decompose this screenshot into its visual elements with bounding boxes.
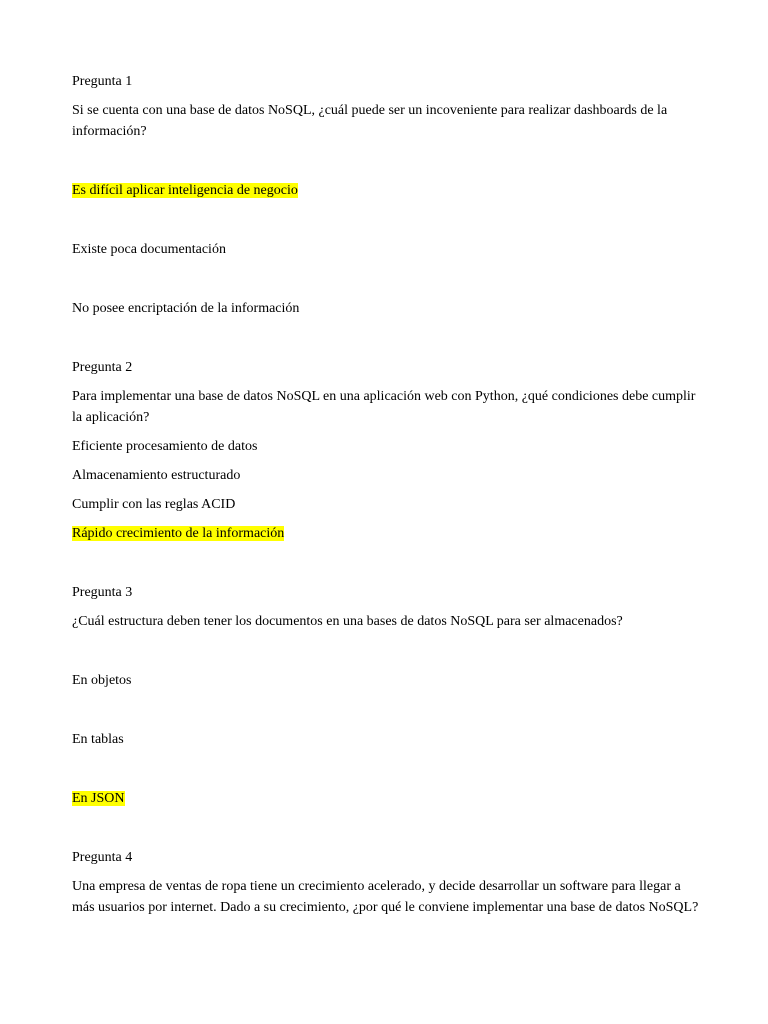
highlighted-answer: Es difícil aplicar inteligencia de negocio <box>72 183 298 198</box>
question-1-option-2: Existe poca documentación <box>72 242 226 257</box>
question-2-option-2: Almacenamiento estructurado <box>72 468 241 483</box>
question-3-text: ¿Cuál estructura deben tener los documentos en una bases de datos NoSQL para ser almacenados? <box>72 614 623 629</box>
question-1-option-1 <box>72 180 702 201</box>
question-2-option-1: Eficiente procesamiento de datos <box>72 439 258 454</box>
question-3-option-3 <box>72 788 702 809</box>
question-1-label: Pregunta 1 <box>72 74 133 89</box>
document-page <box>72 71 702 918</box>
highlighted-answer: Rápido crecimiento de la información <box>72 526 285 541</box>
question-3-label: Pregunta 3 <box>72 585 133 600</box>
question-1-text: Si se cuenta con una base de datos NoSQL, ¿cuál puede ser un incoveniente para realizar dashboards de la información? <box>72 103 668 139</box>
question-3-option-2: En tablas <box>72 732 124 747</box>
question-2-text: Para implementar una base de datos NoSQL en una aplicación web con Python, ¿qué condiciones debe cumplir la aplicación? <box>72 389 696 425</box>
highlighted-answer: En JSON <box>72 791 125 806</box>
question-2-label: Pregunta 2 <box>72 360 133 375</box>
question-1-option-3: No posee encriptación de la información <box>72 301 300 316</box>
question-4-text: Una empresa de ventas de ropa tiene un crecimiento acelerado, y decide desarrollar un software para llegar a más usuarios por internet. Dado a su crecimiento, ¿por qué le conviene implementar una base de datos NoSQL? <box>72 879 699 915</box>
question-2-option-4 <box>72 523 702 544</box>
question-2-option-3: Cumplir con las reglas ACID <box>72 497 236 512</box>
question-3-option-1: En objetos <box>72 673 132 688</box>
question-4-label: Pregunta 4 <box>72 850 133 865</box>
